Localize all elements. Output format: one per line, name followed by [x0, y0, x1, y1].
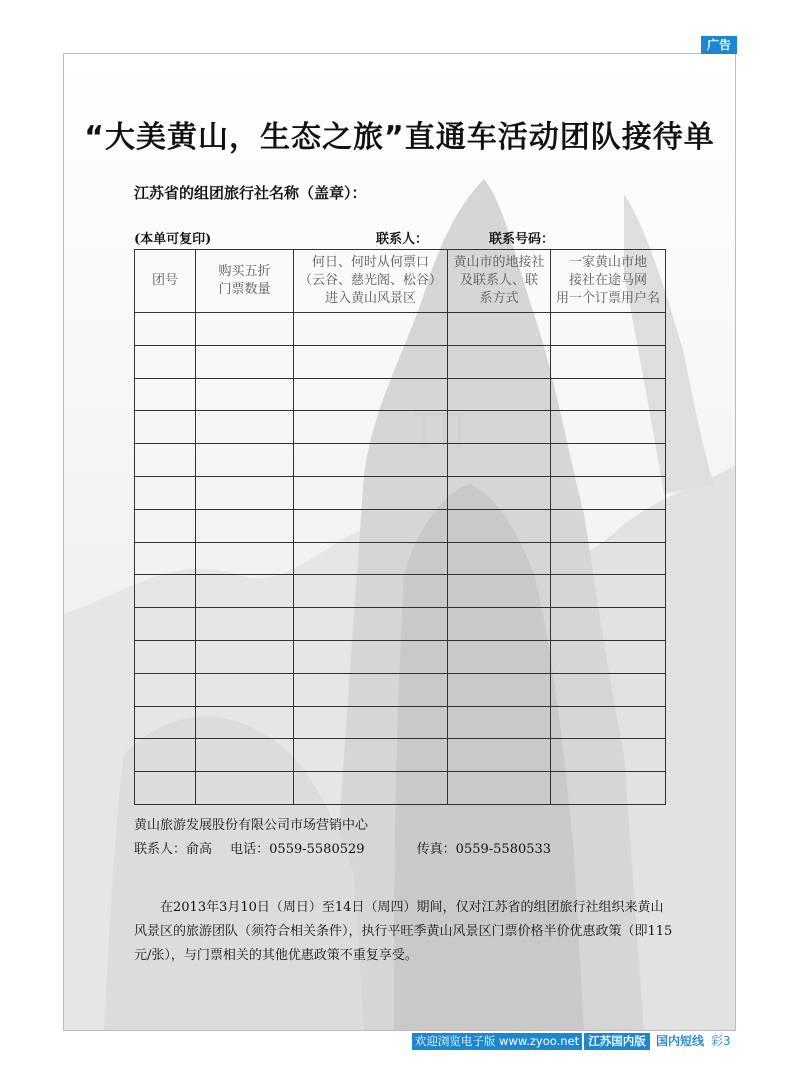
table-cell[interactable]: [196, 673, 294, 706]
table-cell[interactable]: [294, 706, 448, 739]
table-row: [135, 772, 666, 805]
column-header-line: 何日、何时从何票口: [311, 255, 429, 270]
table-cell[interactable]: [135, 313, 196, 346]
table-cell[interactable]: [294, 411, 448, 444]
table-row: [135, 411, 666, 444]
column-header-line: 系方式: [479, 291, 519, 306]
organization-name: 黄山旅游发展股份有限公司市场营销中心: [134, 818, 369, 833]
table-row: [135, 476, 666, 509]
table-cell[interactable]: [448, 476, 551, 509]
table-cell[interactable]: [294, 444, 448, 477]
table-body: [135, 313, 666, 805]
reception-form-table: [134, 249, 666, 805]
table-cell[interactable]: [294, 509, 448, 542]
table-cell[interactable]: [294, 640, 448, 673]
table-cell[interactable]: [135, 739, 196, 772]
column-header-line: 团号: [151, 273, 178, 288]
table-cell[interactable]: [135, 542, 196, 575]
table-cell[interactable]: [448, 444, 551, 477]
table-cell[interactable]: [551, 608, 666, 641]
table-cell[interactable]: [448, 378, 551, 411]
table-cell[interactable]: [196, 378, 294, 411]
table-cell[interactable]: [196, 706, 294, 739]
contact-info: [134, 838, 551, 857]
table-cell[interactable]: [135, 640, 196, 673]
table-cell[interactable]: [551, 640, 666, 673]
column-header-line: 黄山市的地接社: [453, 255, 545, 270]
table-row: [135, 542, 666, 575]
section-label: 国内短线: [656, 1034, 705, 1048]
table-cell[interactable]: [448, 345, 551, 378]
table-cell[interactable]: [448, 411, 551, 444]
table-row: [135, 673, 666, 706]
table-row: [135, 739, 666, 772]
table-row: [135, 608, 666, 641]
phone-label: 联系号码：: [489, 232, 555, 247]
column-header-line: 及联系人、联: [459, 273, 538, 288]
table-cell[interactable]: [551, 673, 666, 706]
table-cell[interactable]: [294, 476, 448, 509]
table-row: [135, 378, 666, 411]
table-row: [135, 444, 666, 477]
table-row: [135, 313, 666, 346]
table-cell[interactable]: [448, 739, 551, 772]
table-cell[interactable]: [551, 411, 666, 444]
table-cell[interactable]: [448, 706, 551, 739]
agency-name-label: 江苏省的组团旅行社名称（盖章）：: [134, 184, 367, 202]
copy-note: (本单可复印): [134, 232, 212, 247]
promo-link[interactable]: 欢迎浏览电子版 www.zyoo.net: [412, 1033, 582, 1050]
table-cell[interactable]: [551, 345, 666, 378]
ad-tag: 广告: [701, 36, 737, 54]
edition-badge: 江苏国内版: [584, 1033, 650, 1050]
table-cell[interactable]: [135, 444, 196, 477]
table-cell[interactable]: [135, 345, 196, 378]
column-header: [448, 250, 551, 313]
table-row: [135, 345, 666, 378]
table-cell[interactable]: [294, 608, 448, 641]
column-header-line: 用一个订票用户名: [555, 291, 660, 306]
table-cell[interactable]: [196, 772, 294, 805]
table-cell[interactable]: [448, 673, 551, 706]
table-cell[interactable]: [135, 378, 196, 411]
page-title: “大美黄山，生态之旅”直通车活动团队接待单: [84, 120, 715, 155]
contact-label: 联系人：: [376, 232, 429, 247]
table-cell[interactable]: [551, 378, 666, 411]
table-row: [135, 640, 666, 673]
table-cell[interactable]: [196, 476, 294, 509]
fax-number: 传真：0559-5580533: [416, 842, 552, 857]
table-cell[interactable]: [196, 739, 294, 772]
table-cell[interactable]: [551, 476, 666, 509]
table-cell[interactable]: [294, 313, 448, 346]
column-header: [196, 250, 294, 313]
phone-number: 电话：0559-5580529: [230, 842, 365, 857]
table-row: [135, 575, 666, 608]
table-cell[interactable]: [196, 444, 294, 477]
table-header-row: [135, 250, 666, 313]
table-row: [135, 509, 666, 542]
table-cell[interactable]: [135, 772, 196, 805]
table-cell[interactable]: [448, 509, 551, 542]
table-cell[interactable]: [135, 411, 196, 444]
table-cell[interactable]: [448, 542, 551, 575]
table-cell[interactable]: [135, 509, 196, 542]
table-cell[interactable]: [448, 313, 551, 346]
table-cell[interactable]: [551, 706, 666, 739]
table-cell[interactable]: [551, 739, 666, 772]
column-header: [551, 250, 666, 313]
table-cell[interactable]: [448, 575, 551, 608]
table-cell[interactable]: [448, 772, 551, 805]
table-cell[interactable]: [135, 575, 196, 608]
table-cell[interactable]: [196, 608, 294, 641]
table-cell[interactable]: [294, 345, 448, 378]
table-row: [135, 706, 666, 739]
table-cell[interactable]: [448, 640, 551, 673]
table-cell[interactable]: [551, 509, 666, 542]
table-cell[interactable]: [135, 476, 196, 509]
table-cell[interactable]: [135, 608, 196, 641]
contact-person: 联系人：俞高: [134, 842, 213, 857]
table-cell[interactable]: [196, 411, 294, 444]
table-cell[interactable]: [294, 772, 448, 805]
column-header-line: （云谷、慈光阁、松谷）: [298, 273, 442, 288]
table-cell[interactable]: [135, 673, 196, 706]
table-cell[interactable]: [448, 608, 551, 641]
table-cell[interactable]: [294, 378, 448, 411]
column-header-line: 购买五折: [218, 264, 271, 279]
table-cell[interactable]: [551, 444, 666, 477]
column-header-line: 门票数量: [218, 282, 271, 297]
table-cell[interactable]: [196, 542, 294, 575]
table-cell[interactable]: [196, 575, 294, 608]
table-cell[interactable]: [294, 542, 448, 575]
column-header: [294, 250, 448, 313]
table-cell[interactable]: [135, 706, 196, 739]
table-cell[interactable]: [551, 542, 666, 575]
table-cell[interactable]: [196, 640, 294, 673]
table-cell[interactable]: [294, 739, 448, 772]
table-cell[interactable]: [551, 575, 666, 608]
table-cell[interactable]: [294, 673, 448, 706]
page-number: 彩3: [711, 1034, 731, 1048]
table-cell[interactable]: [294, 575, 448, 608]
column-header-line: 一家黄山市地: [568, 255, 647, 270]
table-cell[interactable]: [196, 509, 294, 542]
table-cell[interactable]: [196, 345, 294, 378]
table-cell[interactable]: [551, 313, 666, 346]
table-cell[interactable]: [551, 772, 666, 805]
column-header: [135, 250, 196, 313]
table-cell[interactable]: [196, 313, 294, 346]
column-header-line: 进入黄山风景区: [324, 291, 416, 306]
column-header-line: 接社在途马网: [568, 273, 647, 288]
bottom-bar: [0, 1033, 800, 1050]
notice-paragraph: 在2013年3月10日（周日）至14日（周四）期间，仅对江苏省的组团旅行社组织来黄山风景区的旅游团队（须符合相关条件），执行平旺季黄山风景区门票价格半价优惠政策（即115元/张），与门票相关的其他优惠政策不重复享受。: [134, 900, 673, 963]
